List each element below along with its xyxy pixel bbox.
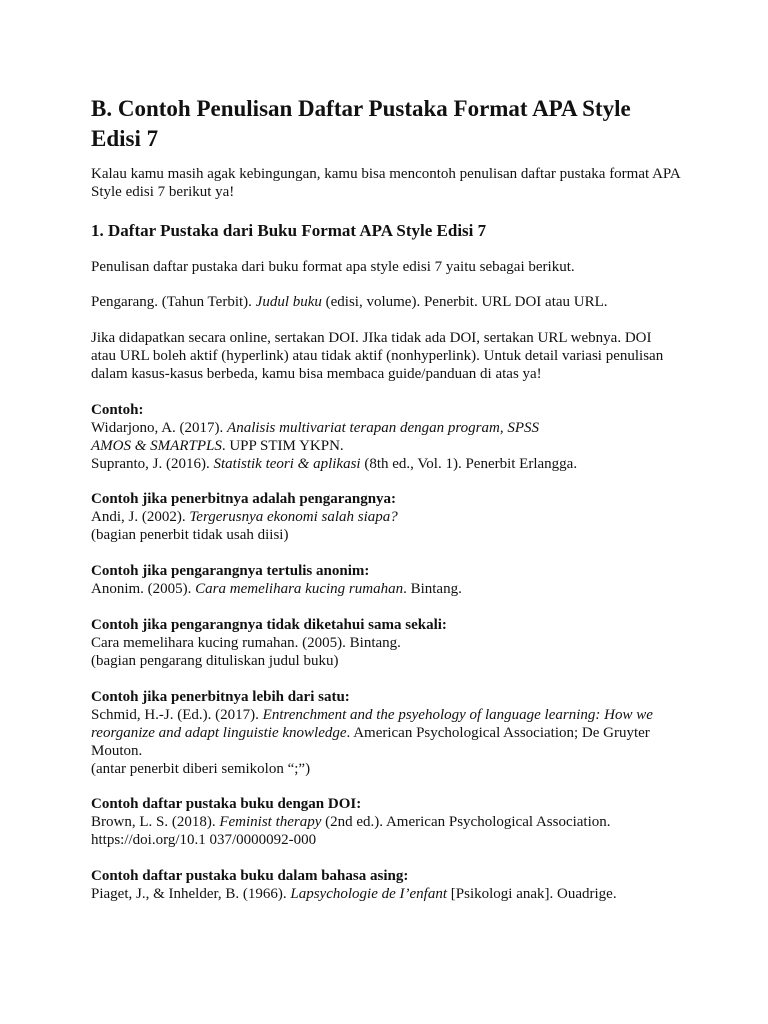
- section-description: Penulisan daftar pustaka dari buku format apa style edisi 7 yaitu sebagai berikut.: [91, 259, 575, 275]
- reference-entry: Piaget, J., & Inhelder, B. (1966). Lapsychologie de I’enfant [Psikologi anak]. Ouadrige.: [91, 886, 617, 902]
- example-label: Contoh jika pengarangnya tertulis anonim:: [91, 563, 370, 579]
- example-block: [91, 616, 708, 670]
- reference-entry: Brown, L. S. (2018). Feminist therapy (2nd ed.). American Psychological Association.: [91, 814, 611, 830]
- section-heading: 1. Daftar Pustaka dari Buku Format APA Style Edisi 7: [91, 221, 487, 240]
- reference-entry: Widarjono, A. (2017). Analisis multivariat terapan dengan program, SPSS AMOS & SMARTPLS. UPP STIM YKPN.: [91, 420, 539, 454]
- example-block: [91, 490, 708, 544]
- doi-link[interactable]: https://doi.org/10.1 037/0000092-000: [91, 832, 317, 848]
- reference-entry: Andi, J. (2002). Tergerusnya ekonomi salah siapa?: [91, 509, 398, 525]
- example-block: [91, 562, 708, 598]
- example-label: Contoh daftar pustaka buku dengan DOI:: [91, 796, 362, 812]
- example-label: Contoh:: [91, 402, 144, 418]
- example-block: [91, 867, 708, 903]
- example-block: [91, 401, 708, 473]
- example-label: Contoh jika pengarangnya tidak diketahui sama sekali:: [91, 617, 447, 633]
- example-block: [91, 688, 708, 778]
- example-label: Contoh jika penerbitnya adalah pengarangnya:: [91, 491, 397, 507]
- example-block: [91, 795, 708, 849]
- reference-entry: Cara memelihara kucing rumahan. (2005). Bintang.: [91, 635, 401, 651]
- example-label: Contoh jika penerbitnya lebih dari satu:: [91, 689, 350, 705]
- usage-note: Jika didapatkan secara online, sertakan DOI. JIka tidak ada DOI, sertakan URL webnya. DOI atau URL boleh aktif (hyperlink) atau tidak aktif (nonhyperlink). Untuk detail variasi penulisan dalam kasus-kasus berbeda, kamu bisa membaca guide/panduan di atas ya!: [91, 330, 664, 382]
- reference-entry: Anonim. (2005). Cara memelihara kucing rumahan. Bintang.: [91, 581, 462, 597]
- example-label: Contoh daftar pustaka buku dalam bahasa asing:: [91, 868, 409, 884]
- page-title: B. Contoh Penulisan Daftar Pustaka Format APA Style Edisi 7: [91, 96, 631, 151]
- format-template: Pengarang. (Tahun Terbit). Judul buku (edisi, volume). Penerbit. URL DOI atau URL.: [91, 294, 608, 310]
- reference-entry: Schmid, H.-J. (Ed.). (2017). Entrenchment and the psyehology of language learning: How we reorganize and adapt linguistie knowledge. American Psychological Association; De Gruyter Mouton.: [91, 707, 653, 759]
- reference-note: (bagian penerbit tidak usah diisi): [91, 527, 289, 543]
- intro-paragraph: Kalau kamu masih agak kebingungan, kamu bisa mencontoh penulisan daftar pustaka format APA Style edisi 7 berikut ya!: [91, 166, 680, 200]
- reference-note: (antar penerbit diberi semikolon “;”): [91, 761, 311, 777]
- reference-note: (bagian pengarang dituliskan judul buku): [91, 653, 339, 669]
- reference-entry: Supranto, J. (2016). Statistik teori & aplikasi (8th ed., Vol. 1). Penerbit Erlangga.: [91, 456, 578, 472]
